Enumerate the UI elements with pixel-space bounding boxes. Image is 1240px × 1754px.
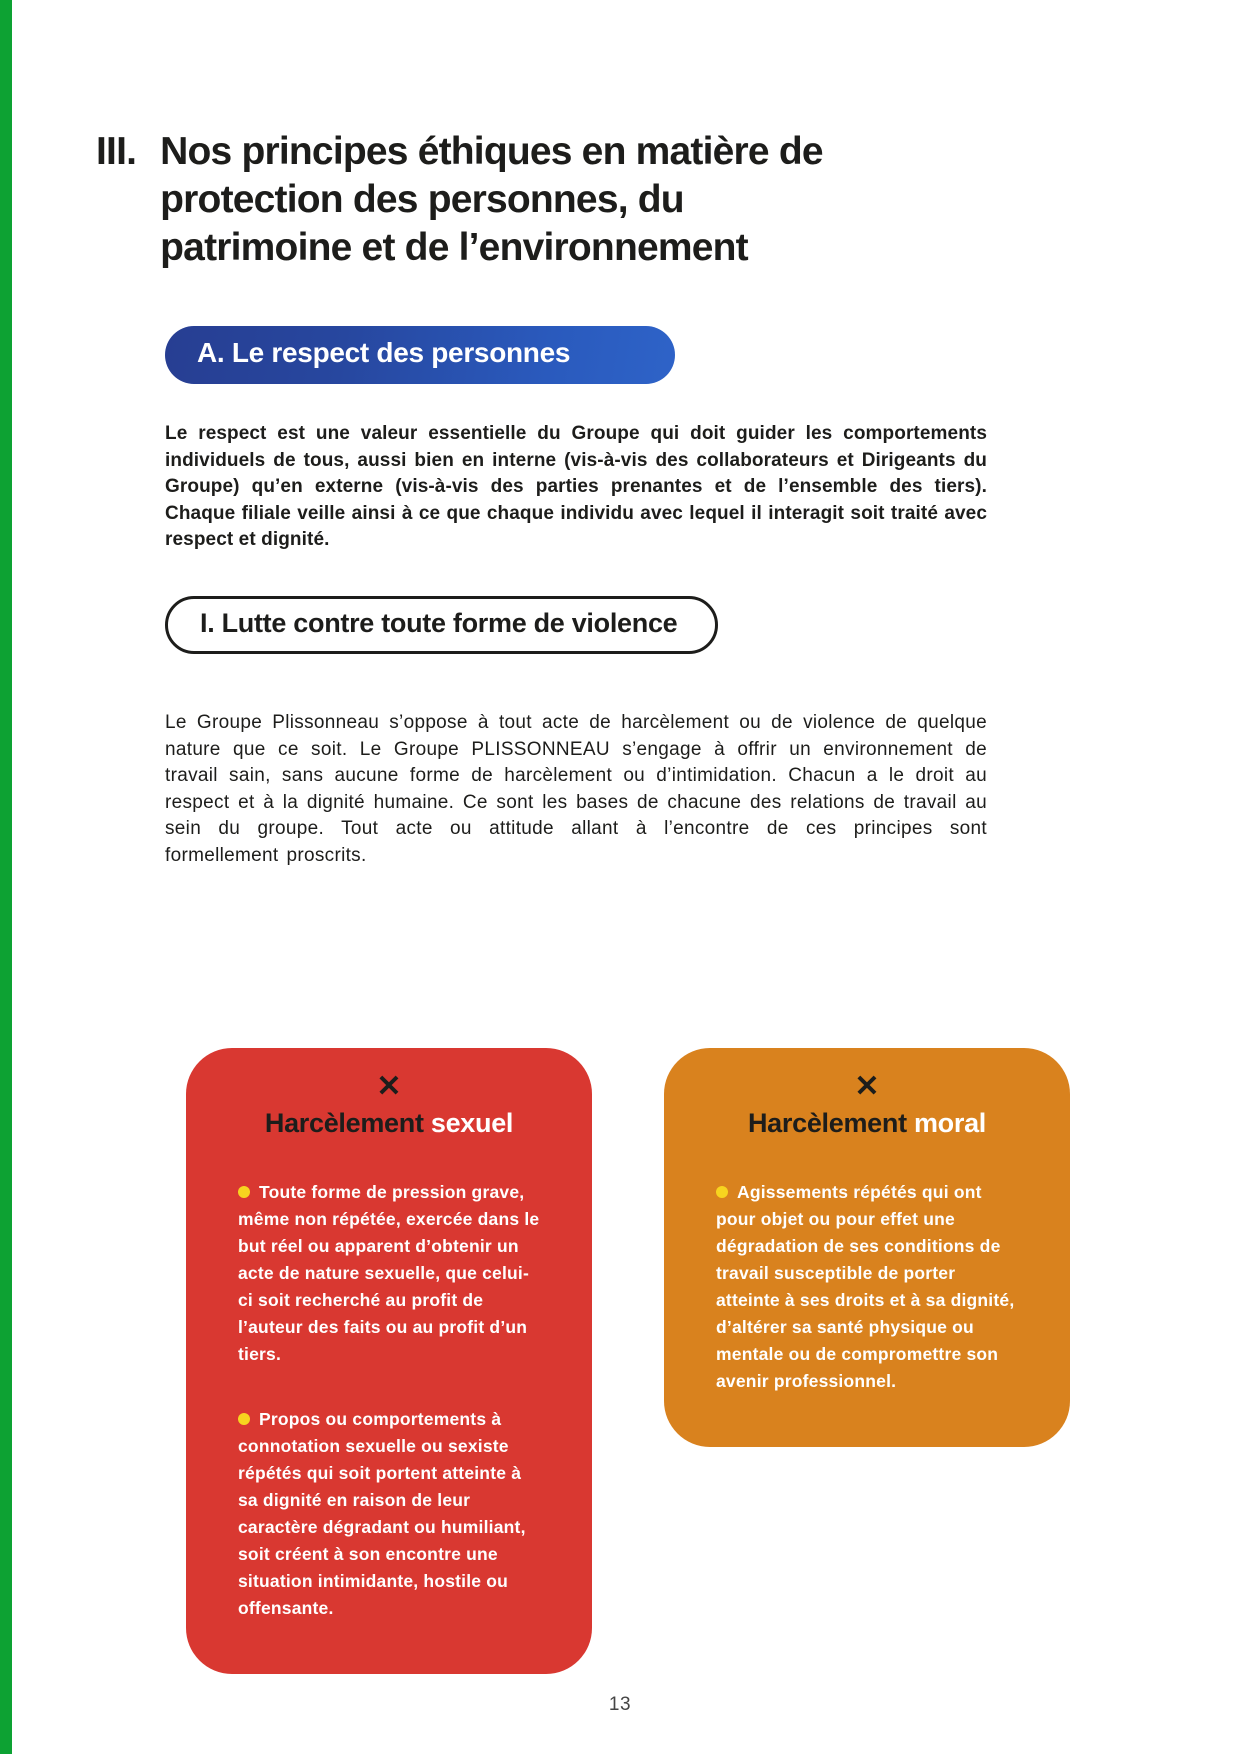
title-line-2: protection des personnes, du — [160, 178, 684, 221]
title-line-1: Nos principes éthiques en matière de — [160, 130, 823, 173]
bullet-text: Propos ou comportements à connotation sexuelle ou sexiste répétés qui soit portent atteinte à sa dignité en raison de leur caractère dégradant ou humiliant, soit créent à son encontre une situation intimidante, hostile ou offensante. — [238, 1409, 526, 1618]
bullet-text: Toute forme de pression grave, même non répétée, exercée dans le but réel ou apparent d’obtenir un acte de nature sexuelle, que celui-ci soit recherché au profit de l’auteur des faits ou au profit d’un tiers. — [238, 1182, 540, 1364]
page-title — [96, 128, 1076, 272]
cross-icon: ✕ — [376, 1070, 402, 1103]
left-accent-bar — [0, 0, 12, 1754]
section-i-paragraph: Le Groupe Plissonneau s’oppose à tout acte de harcèlement ou de violence de quelque nature que ce soit. Le Groupe PLISSONNEAU s’engage à offrir un environnement de travail sain, sans aucune forme de harcèlement ou d’intimidation. Chacun a le droit au respect et à la dignité humaine. Ce sont les bases de chacune des relations de travail au sein du groupe. Tout acte ou attitude allant à l’encontre de ces principes sont formellement proscrits. — [165, 712, 987, 866]
card-title-dark: Harcèlement — [747, 1108, 907, 1138]
card-harcelement-moral — [664, 1048, 1070, 1447]
section-a-heading-pill — [165, 326, 675, 384]
page-number: 13 — [608, 1694, 632, 1715]
title-line-3: patrimoine et de l’environnement — [160, 226, 748, 269]
card-title — [716, 1108, 1018, 1139]
card-title-light: sexuel — [430, 1108, 514, 1138]
section-i-heading-label: I. Lutte contre toute forme de violence — [200, 607, 678, 638]
list-item — [238, 1179, 540, 1368]
section-a-heading-label: A. Le respect des personnes — [197, 337, 571, 368]
card-title-light: moral — [913, 1108, 986, 1138]
card-title — [238, 1108, 540, 1139]
bullet-text: Agissements répétés qui ont pour objet ou pour effet une dégradation de ses conditions de travail susceptible de porter atteinte à ses droits et à sa dignité, d’altérer sa santé physique ou mentale ou de compromettre son avenir professionnel. — [716, 1182, 1015, 1391]
bullet-dot-icon — [716, 1186, 728, 1198]
section-a-paragraph: Le respect est une valeur essentielle du Groupe qui doit guider les comportements individuels de tous, aussi bien en interne (vis-à-vis des collaborateurs et Dirigeants du Groupe) qu’en externe (vis-à-vis des parties prenantes et de l’ensemble des tiers). Chaque filiale veille ainsi à ce que chaque individu avec lequel il interagit soit traité avec respect et dignité. — [165, 423, 987, 550]
card-bullet-list — [238, 1179, 540, 1622]
title-text — [160, 128, 823, 272]
section-i-heading-pill — [165, 596, 718, 654]
bullet-dot-icon — [238, 1186, 250, 1198]
card-bullet-list — [716, 1179, 1018, 1395]
list-item — [238, 1406, 540, 1622]
harassment-cards-row — [186, 1048, 1071, 1674]
card-title-dark: Harcèlement — [264, 1108, 424, 1138]
list-item — [716, 1179, 1018, 1395]
bullet-dot-icon — [238, 1413, 250, 1425]
card-harcelement-sexuel — [186, 1048, 592, 1674]
title-numeral: III. — [96, 130, 137, 173]
cross-icon: ✕ — [854, 1070, 880, 1103]
